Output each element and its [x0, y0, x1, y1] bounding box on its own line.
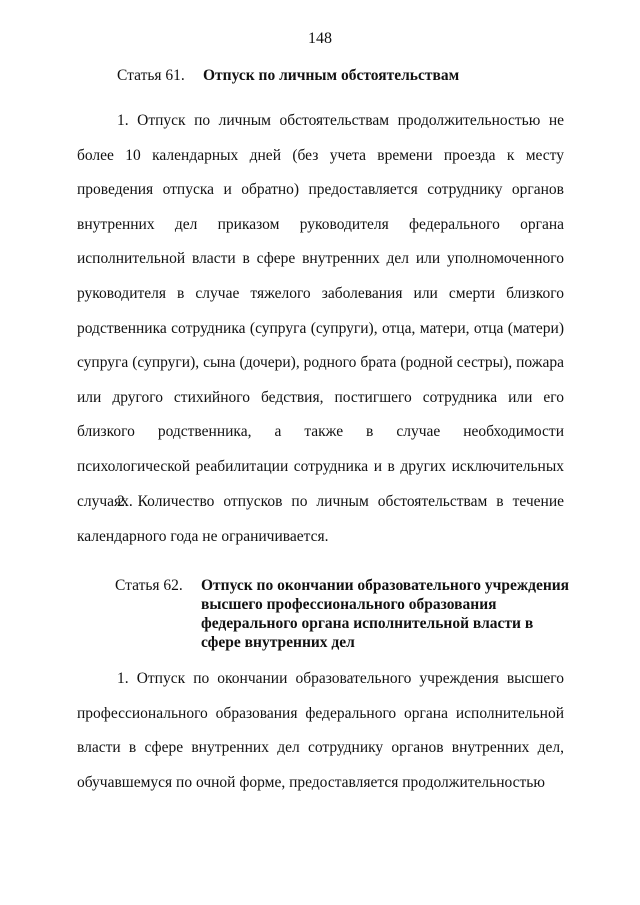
article-62-title: Отпуск по окончании образовательного учреждения высшего профессионального образования федерального органа исполнительной власти в сфере внутренних дел — [201, 577, 570, 651]
article-61-heading — [117, 67, 459, 85]
article-62-heading — [115, 576, 571, 652]
article-61-paragraph-1: 1. Отпуск по личным обстоятельствам продолжительностью не более 10 календарных дней (без учета времени проезда к месту проведения отпуска и обратно) предоставляется сотруднику органов внутренних дел приказом руководителя федерального органа исполнительной власти в сфере внутренних дел или уполномоченного руководителя в случае тяжелого заболевания или смерти близкого родственника сотрудника (супруга (супруги), отца, матери, отца (матери) супруга (супруги), сына (дочери), родного брата (родной сестры), пожара или другого стихийного бедствия, постигшего сотрудника или его близкого родственника, а также в случае необходимости психологической реабилитации сотрудника и в других исключительных случаях. — [77, 112, 564, 510]
article-62-paragraph-1: 1. Отпуск по окончании образовательного учреждения высшего профессионального образования федерального органа исполнительной власти в сфере внутренних дел сотруднику органов внутренних дел, обучавшемуся по очной форме, предоставляется продолжительностью — [77, 670, 564, 791]
article-62-label: Статья 62. — [115, 577, 183, 594]
article-61-label: Статья 61. — [117, 67, 185, 84]
article-61-paragraph-2: 2. Количество отпусков по личным обстоятельствам в течение календарного года не ограничивается. — [77, 493, 564, 545]
article-61-title: Отпуск по личным обстоятельствам — [203, 67, 460, 84]
page-number: 148 — [308, 30, 332, 47]
